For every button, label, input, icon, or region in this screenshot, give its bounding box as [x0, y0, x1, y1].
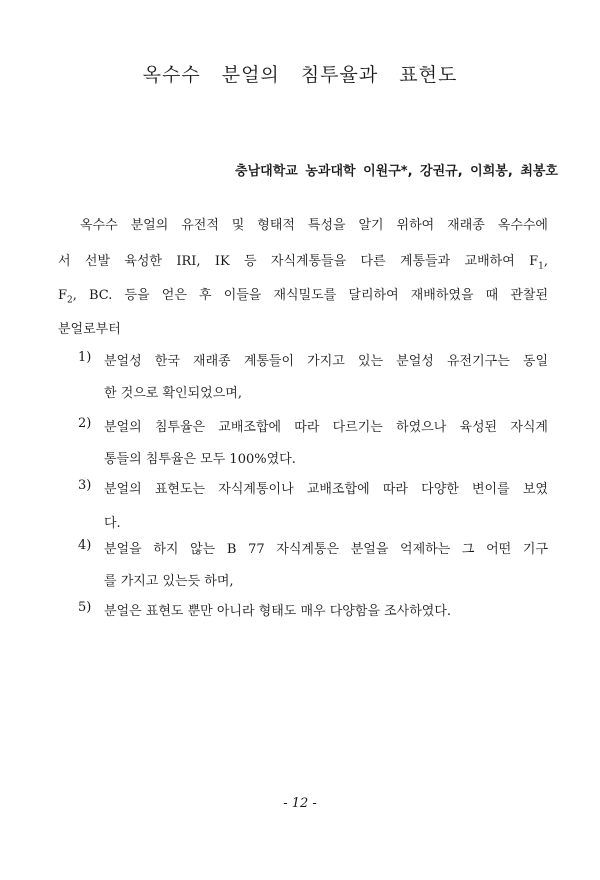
list-number: 2) [78, 416, 92, 431]
list-number: 4) [78, 538, 92, 553]
list-line: 분얼의 표현도는 자식계통이나 교배조합에 따라 다양한 변이를 보였 [104, 482, 548, 497]
list-line: 분얼은 표현도 뿐만 아니라 형태도 매우 다양함을 조사하였다. [104, 604, 452, 619]
intro-line [58, 250, 548, 272]
list-number: 5) [78, 600, 92, 615]
subscript: 2 [67, 295, 73, 306]
list-number: 3) [78, 478, 92, 493]
list-number: 1) [78, 350, 92, 365]
list-line: 분얼의 침투율은 교배조합에 따라 다르기는 하였으나 육성된 자식계 [104, 420, 548, 435]
intro-text: , BC. 등을 얻은 후 이들을 재식밀도를 달리하여 재배하였을 때 관찰된 [72, 288, 548, 303]
document-title: 옥수수 분얼의 침투율과 표현도 [142, 64, 458, 86]
page-number: - 12 - [283, 796, 317, 811]
intro-line [58, 284, 548, 306]
list-line: 분얼성 한국 재래종 계통들이 가지고 있는 분얼성 유전기구는 동일 [104, 354, 548, 369]
author-affiliation: 충남대학교 농과대학 이원구*, 강권규, 이희봉, 최봉호 [235, 164, 558, 179]
intro-line: 분얼로부터 [58, 322, 121, 337]
intro-text: 서 선발 육성한 IRI, IK 등 자식계통들을 다른 계통들과 교배하여 F [58, 254, 539, 269]
intro-text: , [543, 254, 548, 269]
subscript: 1 [538, 261, 544, 272]
list-line: 통들의 침투율은 모두 100%였다. [104, 452, 296, 467]
intro-line: 옥수수 분얼의 유전적 및 형태적 특성을 알기 위하여 재래종 옥수수에 [80, 218, 548, 233]
list-line: 를 가지고 있는듯 하며, [104, 574, 234, 589]
intro-text: F [58, 288, 68, 303]
list-line: 분얼을 하지 않는 B 77 자식계통은 분얼을 억제하는 그 어떤 기구 [104, 542, 548, 557]
list-line: 한 것으로 확인되었으며, [104, 386, 242, 401]
list-line: 다. [104, 516, 121, 531]
